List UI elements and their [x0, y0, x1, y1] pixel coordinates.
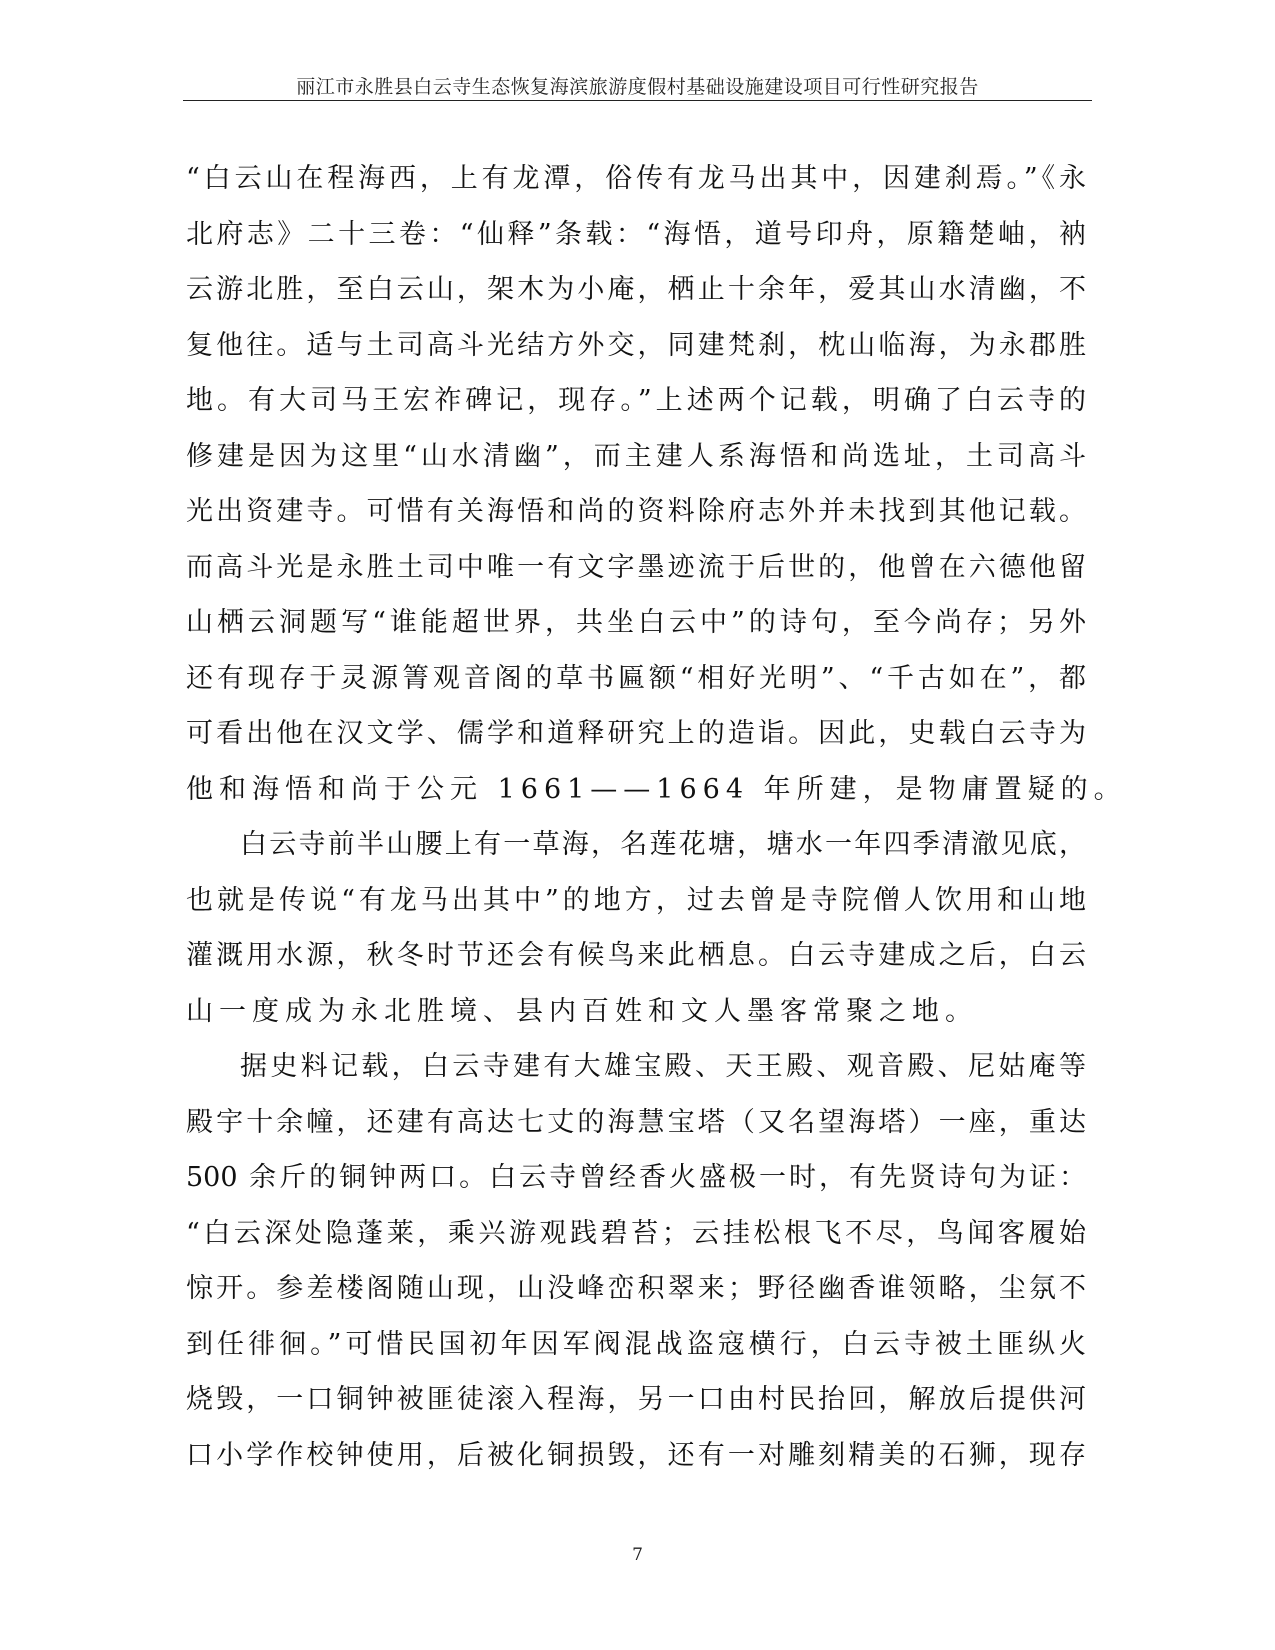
text-line: 复他往。适与土司高斗光结方外交，同建梵刹，枕山临海，为永郡胜: [186, 329, 1086, 361]
text-line: 可看出他在汉文学、儒学和道释研究上的造诣。因此，史载白云寺为: [186, 718, 1086, 749]
paragraph-start-line: 白云寺前半山腰上有一草海，名莲花塘，塘水一年四季清澈见底，: [240, 829, 1086, 860]
text-line: 地。有大司马王宏祚碑记，现存。”上述两个记载，明确了白云寺的: [186, 385, 1086, 416]
text-line: 也就是传说“有龙马出其中”的地方，过去曾是寺院僧人饮用和山地: [186, 884, 1086, 916]
text-line: 而高斗光是永胜土司中唯一有文字墨迹流于后世的，他曾在六德他留: [186, 551, 1086, 583]
paragraph-start-line: 据史料记载，白云寺建有大雄宝殿、天王殿、观音殿、尼姑庵等: [240, 1051, 1086, 1082]
text-line: 他和海悟和尚于公元 1661——1664 年所建，是物庸置疑的。: [186, 773, 1127, 805]
text-line: 惊开。参差楼阁随山现，山没峰峦积翠来；野径幽香谁领略，尘氛不: [186, 1273, 1086, 1304]
header-divider: [183, 100, 1092, 101]
text-line: 还有现存于灵源箐观音阁的草书匾额“相好光明”、“千古如在”，都: [186, 662, 1086, 694]
page-header: 丽江市永胜县白云寺生态恢复海滨旅游度假村基础设施建设项目可行性研究报告: [296, 76, 979, 98]
text-line: “白云山在程海西，上有龙潭，俗传有龙马出其中，因建刹焉。”《永: [186, 163, 1086, 194]
text-line: 北府志》二十三卷：“仙释”条载：“海悟，道号印舟，原籍楚岫，衲: [186, 218, 1086, 250]
text-line: 灌溉用水源，秋冬时节还会有候鸟来此栖息。白云寺建成之后，白云: [186, 940, 1086, 971]
text-line: 烧毁，一口铜钟被匪徒滚入程海，另一口由村民抬回，解放后提供河: [186, 1384, 1086, 1415]
text-line: 光出资建寺。可惜有关海悟和尚的资料除府志外并未找到其他记载。: [186, 496, 1086, 527]
text-line: 殿宇十余幢，还建有高达七丈的海慧宝塔（又名望海塔）一座，重达: [186, 1106, 1086, 1138]
text-line: 500 余斤的铜钟两口。白云寺曾经香火盛极一时，有先贤诗句为证：: [186, 1162, 1086, 1193]
text-line: 修建是因为这里“山水清幽”，而主建人系海悟和尚选址，土司高斗: [186, 440, 1086, 472]
text-line: “白云深处隐蓬莱，乘兴游观践碧苔；云挂松根飞不尽，鸟闻客履始: [186, 1217, 1086, 1249]
body-text: [186, 154, 1127, 1486]
page-number: 7: [632, 1545, 643, 1565]
text-line: 云游北胜，至白云山，架木为小庵，栖止十余年，爱其山水清幽，不: [186, 274, 1086, 305]
text-line: 山栖云洞题写“谁能超世界，共坐白云中”的诗句，至今尚存；另外: [186, 607, 1086, 638]
text-line: 口小学作校钟使用，后被化铜损毁，还有一对雕刻精美的石狮，现存: [186, 1439, 1086, 1471]
text-line: 到任徘徊。”可惜民国初年因军阀混战盗寇横行，白云寺被土匪纵火: [186, 1328, 1086, 1360]
text-line: 山一度成为永北胜境、县内百姓和文人墨客常聚之地。: [186, 995, 978, 1027]
